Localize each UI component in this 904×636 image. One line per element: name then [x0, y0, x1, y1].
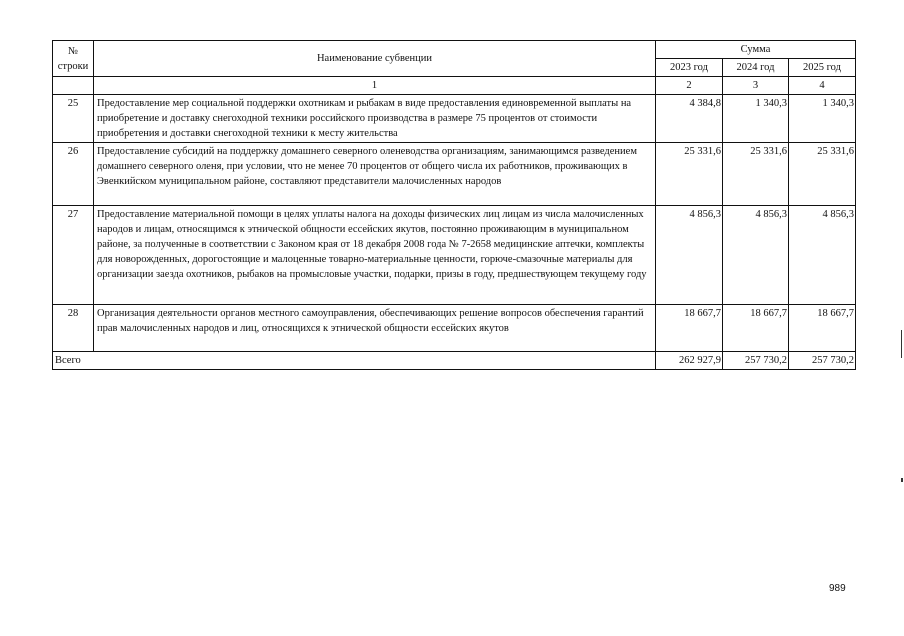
- header-col-number-3: 3: [723, 77, 789, 95]
- header-year-2024: 2024 год: [723, 59, 789, 77]
- amount-2025: 18 667,7: [789, 305, 856, 352]
- table-row: [53, 305, 856, 352]
- scan-artifact-line: [901, 330, 902, 358]
- header-row-number: № строки: [53, 41, 94, 77]
- header-year-2025: 2025 год: [789, 59, 856, 77]
- page-number: 989: [829, 583, 846, 594]
- subvention-name: Организация деятельности органов местного самоуправления, обеспечивающих решение вопросов обеспечения гарантий прав малочисленных народов и лиц, относящихся к этнической общности ессейских якутов: [94, 305, 656, 352]
- row-number: 27: [53, 206, 94, 305]
- header-col-number-1: 1: [94, 77, 656, 95]
- amount-2024: 1 340,3: [723, 95, 789, 143]
- header-year-2023: 2023 год: [656, 59, 723, 77]
- amount-2024: 18 667,7: [723, 305, 789, 352]
- subvention-name: Предоставление материальной помощи в целях уплаты налога на доходы физических лиц лицам из числа малочисленных народов и лицам, относящимся к этнической общности ессейских якутов, постоянно проживающим в муниципальном районе, за полученные в соответствии с Законом края от 18 декабря 2008 года № 7-2658 медицинские аптечки, комплекты для новорожденных, дорогостоящие и малоценные товарно-материальные ценности, горюче-смазочные материалы для организации заезда охотников, рыбаков на промысловые участки, подарки, призы в году, предшествующем текущему году: [94, 206, 656, 305]
- amount-2025: 1 340,3: [789, 95, 856, 143]
- table-row: [53, 206, 856, 305]
- amount-2023: 4 856,3: [656, 206, 723, 305]
- header-subvention-name: Наименование субвенции: [94, 41, 656, 77]
- total-2023: 262 927,9: [656, 352, 723, 370]
- amount-2023: 4 384,8: [656, 95, 723, 143]
- subvention-name: Предоставление субсидий на поддержку домашнего северного оленеводства организациям, занимающимся разведением домашнего северного оленя, при условии, что не менее 70 процентов от общего числа их работников, проживающих в Эвенкийском муниципальном районе, составляют представители малочисленных народов: [94, 143, 656, 206]
- total-row: [53, 352, 856, 370]
- header-col-number-2: 2: [656, 77, 723, 95]
- amount-2023: 25 331,6: [656, 143, 723, 206]
- row-number: 28: [53, 305, 94, 352]
- total-2025: 257 730,2: [789, 352, 856, 370]
- row-number: 25: [53, 95, 94, 143]
- scan-artifact-dot: [901, 478, 903, 482]
- amount-2025: 4 856,3: [789, 206, 856, 305]
- header-sum: Сумма: [656, 41, 856, 59]
- amount-2024: 25 331,6: [723, 143, 789, 206]
- row-number: 26: [53, 143, 94, 206]
- table-row: [53, 143, 856, 206]
- total-2024: 257 730,2: [723, 352, 789, 370]
- table-row: [53, 95, 856, 143]
- header-col-number-4: 4: [789, 77, 856, 95]
- subvention-table: [52, 40, 856, 370]
- amount-2023: 18 667,7: [656, 305, 723, 352]
- amount-2024: 4 856,3: [723, 206, 789, 305]
- subvention-name: Предоставление мер социальной поддержки охотникам и рыбакам в виде предоставления единовременной выплаты на приобретение и доставку снегоходной техники российского производства в размере 75 процентов от стоимости приобретения и доставки снегоходной техники к месту жительства: [94, 95, 656, 143]
- amount-2025: 25 331,6: [789, 143, 856, 206]
- total-label: Всего: [53, 352, 656, 370]
- header-col-number-blank: [53, 77, 94, 95]
